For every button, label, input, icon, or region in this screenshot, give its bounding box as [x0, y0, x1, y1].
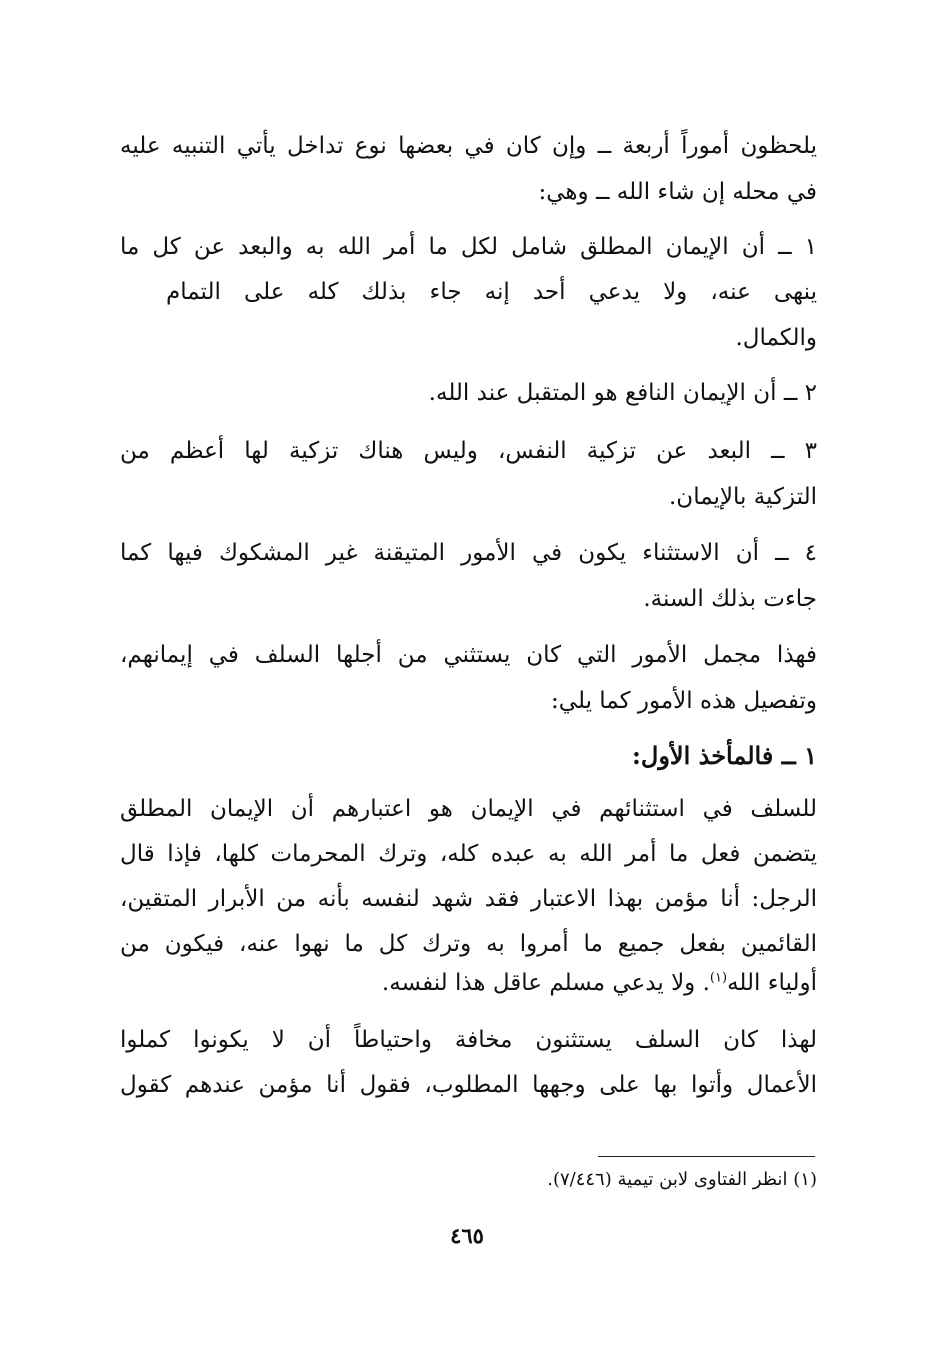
intro-line-1: يلحظون أموراً أربعة ــ وإن كان في بعضها نوع تداخل يأتي التنبيه عليه: [120, 133, 817, 159]
paragraph-1-line-5-end: . ولا يدعي مسلم عاقل هذا لنفسه.: [381, 970, 710, 996]
paragraph-1-line-2: يتضمن فعل ما أمر الله به عبده كله، وترك المحرمات كلها، فإذا قال: [120, 841, 817, 867]
footnote-ref: (١): [709, 970, 728, 986]
paragraph-1-line-1: للسلف في استثنائهم في الإيمان هو اعتبارهم أن الإيمان المطلق: [120, 796, 817, 822]
footnote-separator: [598, 1156, 815, 1157]
paragraph-1-line-5: [120, 968, 817, 998]
summary-line-2: وتفصيل هذه الأمور كما يلي:: [551, 688, 817, 714]
paragraph-2-line-1: لهذا كان السلف يستثنون مخافة واحتياطاً أن لا يكونوا كملوا: [120, 1027, 817, 1053]
list-item-4-line-2: جاءت بذلك السنة.: [643, 586, 817, 612]
list-item-2-line-1: ٢ ــ أن الإيمان النافع هو المتقبل عند الله.: [428, 380, 817, 406]
page-number: ٤٦٥: [450, 1223, 484, 1248]
list-item-4-line-1: ٤ ــ أن الاستثناء يكون في الأمور المتيقنة غير المشكوك فيها كما: [120, 540, 817, 566]
list-item-3-line-1: ٣ ــ البعد عن تزكية النفس، وليس هناك تزكية لها أعظم من: [120, 438, 817, 464]
list-item-1-line-3: والكمال.: [735, 325, 817, 351]
list-item-3-line-2: التزكية بالإيمان.: [669, 484, 817, 510]
list-item-1-line-1: ١ ــ أن الإيمان المطلق شامل لكل ما أمر الله به والبعد عن كل ما: [120, 234, 817, 260]
intro-line-2: في محله إن شاء الله ــ وهي:: [538, 179, 817, 205]
paragraph-1-line-3: الرجل: أنا مؤمن بهذا الاعتبار فقد شهد لنفسه بأنه من الأبرار المتقين،: [120, 886, 817, 912]
paragraph-1-line-4: القائمين بفعل جميع ما أمروا به وترك كل ما نهوا عنه، فيكون من: [120, 931, 817, 957]
paragraph-1-line-5-start: أولياء الله: [727, 970, 817, 996]
footnote: (١) انظر الفتاوى لابن تيمية (٧/٤٤٦).: [547, 1169, 817, 1190]
paragraph-2-line-2: الأعمال وأتوا بها على وجهها المطلوب، فقول أنا مؤمن عندهم كقول: [120, 1072, 817, 1098]
summary-line-1: فهذا مجمل الأمور التي كان يستثني من أجلها السلف في إيمانهم،: [120, 642, 817, 668]
section-heading: ١ ــ فالمأخذ الأول:: [632, 741, 817, 770]
list-item-1-line-2: ينهى عنه، ولا يدعي أحد إنه جاء بذلك كله على التمام: [166, 279, 817, 305]
